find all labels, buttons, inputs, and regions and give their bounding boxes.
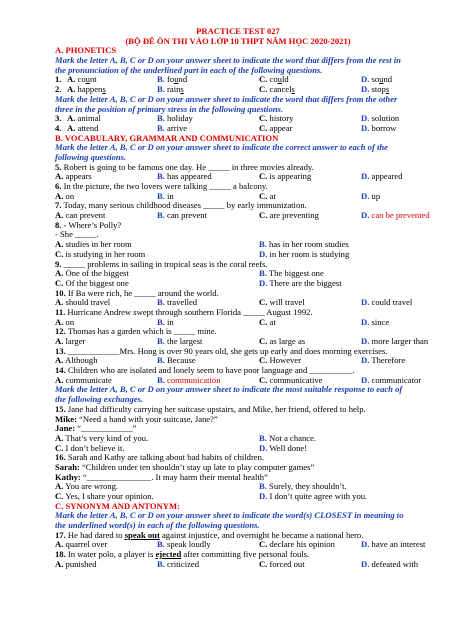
- answer-option: [361, 172, 403, 182]
- option-row: [55, 172, 421, 182]
- option-letter: C.: [259, 190, 268, 201]
- option-text: The biggest one: [268, 268, 324, 279]
- option-letter: C.: [259, 84, 268, 95]
- question-number: 10.: [55, 288, 66, 298]
- answer-option: [157, 318, 174, 328]
- option-text: co: [269, 74, 278, 85]
- question-text: Sarah and Kathy are talking about bad habits of children.: [65, 453, 265, 463]
- option-letter: C.: [259, 113, 268, 124]
- answer-option: [157, 540, 211, 550]
- option-letter: A.: [55, 268, 64, 279]
- option-text-end: nt: [89, 74, 97, 85]
- option-text: speak loudly: [167, 539, 211, 550]
- option-letter: B.: [157, 539, 165, 550]
- option-text: You are wrong.: [65, 481, 119, 492]
- option-row: [55, 356, 421, 366]
- option-letter: A.: [55, 374, 64, 385]
- question-text: Robert is going to be famous one day. He _____ in three movies already.: [61, 162, 314, 172]
- instruction: the pronunciation of the underlined part in each of the following questions.: [55, 65, 323, 75]
- question-number: 1.: [55, 74, 62, 85]
- option-letter: C.: [259, 336, 268, 346]
- question-text: _____ problems in sailing in tropical seas is the coral reefs.: [61, 259, 268, 269]
- option-text: in: [167, 190, 174, 201]
- answer-option: [55, 540, 107, 550]
- question-text: Children who are isolated and lonely seem to have poor language and __________.: [65, 366, 355, 376]
- option-text: fo: [167, 74, 175, 85]
- option-text: in her room is studying: [269, 248, 350, 259]
- option-letter: A.: [55, 316, 64, 327]
- section-heading: A. PHONETICS: [55, 46, 117, 56]
- option-text: borrow: [371, 122, 397, 133]
- option-letter: B.: [157, 355, 165, 366]
- option-text: arrive: [167, 122, 188, 133]
- instruction: Mark the letter A, B, C or D on your answer sheet to indicate the word that differs from the other: [55, 94, 398, 104]
- option-letter: D.: [259, 277, 268, 288]
- option-letter: A.: [55, 190, 64, 201]
- option-text: at: [269, 190, 276, 201]
- answer-option: [157, 356, 196, 366]
- option-letter: D.: [361, 355, 370, 366]
- option-letter: D.: [361, 74, 370, 85]
- option-text: have an interest: [371, 539, 426, 550]
- option-text: history: [269, 113, 294, 124]
- option-letter: C.: [55, 442, 64, 453]
- instruction: Mark the letter A, B, C or D on your answer sheet to indicate the word(s) CLOSEST in meaning to: [55, 511, 404, 521]
- instruction: Mark the letter A, B, C or D on your answer sheet to indicate the correct answer to each of the: [55, 143, 388, 153]
- section-heading: B. VOCABULARY, GRAMMAR AND COMMUNICATION: [55, 133, 279, 143]
- option-letter: B.: [157, 558, 165, 569]
- question-text: Hurricane Andrew swept through southern Florida _____ August 1992.: [65, 307, 313, 317]
- answer-option: [259, 124, 292, 134]
- answer-option: [361, 337, 428, 347]
- underlined-phrase: ejected: [155, 550, 182, 560]
- dialogue-line: [55, 415, 421, 425]
- answer-option: [67, 85, 106, 95]
- option-text: communicate: [65, 374, 112, 385]
- answer-option: [55, 192, 74, 202]
- option-text: has in her room studies: [269, 239, 349, 250]
- answer-option: [55, 356, 98, 366]
- option-letter: D.: [361, 122, 370, 133]
- option-text: studies in her room: [65, 239, 132, 250]
- option-letter: B.: [157, 84, 165, 95]
- option-text: animal: [77, 113, 101, 124]
- answer-option: [157, 376, 221, 386]
- answer-option: [157, 211, 207, 221]
- answer-option: [157, 192, 174, 202]
- option-text: appears: [65, 171, 92, 182]
- option-text: co: [77, 74, 86, 85]
- option-text: Although: [65, 355, 98, 366]
- underlined-letters: u: [379, 74, 384, 85]
- option-row: [55, 376, 421, 386]
- answer-option: [361, 318, 389, 328]
- underlined-letters: s: [180, 84, 184, 95]
- option-text: the largest: [167, 336, 203, 346]
- option-letter: A.: [55, 297, 64, 308]
- option-letter: A.: [55, 558, 64, 569]
- option-text: Surely, they shouldn’t.: [269, 481, 347, 492]
- answer-option: [67, 124, 99, 134]
- option-letter: B.: [157, 297, 165, 308]
- answer-option: [259, 356, 301, 366]
- option-row: [55, 492, 421, 502]
- question-text: If Ba were rich, he _____ around the world.: [65, 288, 219, 298]
- option-letter: C.: [259, 74, 268, 85]
- option-text: as large as: [269, 336, 306, 346]
- answer-option: [259, 560, 305, 570]
- option-letter: C.: [259, 558, 268, 569]
- answer-option: [157, 337, 202, 347]
- option-letter: A.: [55, 539, 64, 550]
- question-stem: [55, 453, 421, 463]
- option-text: One of the biggest: [65, 268, 129, 279]
- option-letter: D.: [361, 316, 370, 327]
- option-row: [55, 336, 429, 347]
- option-letter: D.: [361, 336, 370, 346]
- option-text: happen: [77, 84, 103, 95]
- option-text: communicator: [371, 374, 422, 385]
- option-text: That’s very kind of you.: [65, 432, 149, 443]
- option-letter: B.: [157, 210, 165, 221]
- answer-option: [259, 192, 276, 202]
- option-text: forced out: [269, 558, 305, 569]
- option-text: communicative: [269, 374, 323, 385]
- option-text: solution: [371, 113, 400, 124]
- option-letter: C.: [55, 277, 64, 288]
- option-letter: D.: [361, 539, 370, 550]
- question-text-cont: - She _____.: [55, 230, 99, 240]
- question-text-end: against injustice, and overnight he became a national hero.: [159, 530, 364, 540]
- answer-option: [55, 211, 105, 221]
- option-letter: B.: [157, 171, 165, 182]
- option-letter: B.: [157, 113, 165, 124]
- question-text: He had dared to: [65, 530, 125, 540]
- option-text: Because: [167, 355, 196, 366]
- option-row: [55, 210, 430, 221]
- underlined-letters: s: [102, 84, 106, 95]
- subtitle: (BỘ ĐỀ ÔN THI VÀO LỚP 10 THPT NĂM HỌC 2020-2021): [125, 36, 351, 46]
- question-text: Today, many serious childhood diseases _____ by early immunization.: [61, 201, 307, 211]
- question-number: 2.: [55, 84, 62, 95]
- option-text: at: [269, 316, 276, 327]
- option-letter: D.: [259, 491, 268, 501]
- option-letter: C.: [259, 297, 268, 308]
- option-letter: D.: [259, 442, 268, 453]
- option-row: [55, 192, 421, 202]
- answer-option: [55, 560, 97, 570]
- option-row: [55, 444, 421, 454]
- question-stem: [55, 221, 421, 231]
- question-number: 5.: [55, 162, 62, 172]
- option-text: can be prevented: [371, 210, 430, 221]
- option-text: are preventing: [269, 210, 319, 221]
- instruction: Mark the letter A, B, C or D on your answer sheet to indicate the most suitable response to each of: [55, 385, 403, 395]
- option-text: up: [371, 190, 381, 201]
- answer-option: [259, 298, 305, 308]
- option-text: since: [371, 316, 390, 327]
- underlined-letters: u: [174, 74, 179, 85]
- option-text: cancel: [269, 84, 292, 95]
- option-text: has appeared: [167, 171, 212, 182]
- option-letter: A.: [55, 432, 64, 443]
- speaker: Mike:: [55, 414, 77, 424]
- utterance: “Children under ten shouldn’t stay up late to play computer games”: [79, 462, 315, 472]
- answer-option: [259, 318, 276, 328]
- option-letter: B.: [157, 122, 165, 133]
- option-letter: C.: [259, 539, 268, 550]
- answer-option: [55, 337, 85, 347]
- option-text: punished: [65, 558, 97, 569]
- option-text: Yes, I share your opinion.: [65, 491, 154, 501]
- option-letter: B.: [259, 481, 267, 492]
- option-letter: C.: [259, 374, 268, 385]
- answer-option: [361, 560, 418, 570]
- option-text: communication: [167, 374, 221, 385]
- answer-option: [157, 85, 184, 95]
- speaker: Sarah:: [55, 462, 80, 472]
- option-text-end: nd: [383, 74, 393, 85]
- option-text: declare his opinion: [269, 539, 335, 550]
- question-number: 12.: [55, 327, 66, 337]
- option-letter: D.: [361, 113, 370, 124]
- question-text: - Where’s Polly?: [61, 220, 122, 230]
- answer-option: [361, 356, 405, 366]
- option-row: [55, 318, 421, 328]
- option-letter: B.: [157, 74, 165, 85]
- option-letter: D.: [361, 210, 370, 221]
- option-text: quarrel over: [65, 539, 108, 550]
- option-text: Not a chance.: [269, 432, 317, 443]
- option-text: should travel: [65, 297, 111, 308]
- question-stem: [55, 405, 421, 415]
- question-text: In the picture, the two lovers were talking _____ a balcony.: [61, 182, 268, 191]
- answer-option: [259, 85, 295, 95]
- answer-option: [55, 279, 129, 289]
- question-text-end: after committing five personal fouls.: [181, 550, 310, 560]
- underlined-letters: s: [385, 84, 390, 95]
- answer-option: [361, 124, 396, 134]
- question-number: 15.: [55, 404, 66, 414]
- answer-option: [259, 376, 323, 386]
- answer-option: [55, 250, 145, 260]
- option-letter: A.: [67, 84, 76, 95]
- option-text: holiday: [167, 113, 193, 124]
- option-letter: B.: [259, 432, 267, 443]
- option-text: more larger than: [371, 336, 429, 346]
- answer-option: [55, 492, 154, 502]
- option-text: is appearing: [269, 171, 312, 182]
- question-row: [55, 85, 421, 95]
- option-letter: D.: [361, 374, 370, 385]
- option-letter: C.: [259, 355, 268, 366]
- dialogue-line: [55, 463, 421, 473]
- option-row: [55, 279, 421, 289]
- instruction: the following exchanges.: [55, 395, 144, 405]
- option-text: defeated with: [371, 558, 419, 569]
- answer-option: [157, 172, 212, 182]
- option-text: will travel: [269, 297, 305, 308]
- answer-option: [361, 211, 430, 221]
- option-text: is studying in her room: [65, 248, 146, 259]
- option-letter: C.: [259, 316, 268, 327]
- question-number: 14.: [55, 366, 66, 376]
- question-number: 8.: [55, 220, 62, 230]
- answer-option: [157, 560, 199, 570]
- option-text: I don’t believe it.: [65, 442, 125, 453]
- option-letter: B.: [157, 336, 165, 346]
- option-text: so: [371, 74, 380, 85]
- question-row: [55, 124, 421, 134]
- question-number: 13.: [55, 346, 66, 356]
- option-letter: D.: [361, 190, 370, 201]
- option-text: There are the biggest: [269, 277, 342, 288]
- option-row: [55, 250, 421, 260]
- option-text: can prevent: [167, 210, 207, 221]
- option-text: Therefore: [371, 355, 406, 366]
- option-text: travelled: [167, 297, 198, 308]
- utterance: “____________”: [75, 424, 137, 434]
- answer-option: [157, 124, 187, 134]
- option-text: in: [167, 316, 174, 327]
- answer-option: [361, 192, 380, 202]
- option-text: on: [65, 316, 75, 327]
- option-letter: B.: [157, 374, 165, 385]
- option-letter: D.: [361, 297, 370, 308]
- answer-option: [55, 318, 74, 328]
- option-text: stop: [371, 84, 386, 95]
- option-text: appeared: [371, 171, 403, 182]
- answer-option: [361, 298, 412, 308]
- underlined-letters: u: [277, 74, 282, 85]
- option-text: on: [65, 190, 75, 201]
- instruction: the underlined word(s) in each of the following questions.: [55, 521, 260, 531]
- instruction: three in the position of primary stress in the following questions.: [55, 104, 284, 114]
- answer-option: [259, 337, 305, 347]
- option-letter: C.: [259, 171, 268, 182]
- utterance: “_______________. It may harm their mental health”: [80, 472, 268, 482]
- answer-option: [361, 85, 389, 95]
- option-row: [55, 539, 426, 550]
- underlined-letters: u: [85, 74, 90, 85]
- option-letter: A.: [55, 171, 64, 182]
- option-letter: D.: [361, 84, 370, 95]
- option-letter: B.: [157, 316, 165, 327]
- question-number: 4.: [55, 122, 62, 133]
- question-number: 17.: [55, 530, 66, 540]
- option-letter: B.: [157, 190, 165, 201]
- option-letter: C.: [259, 122, 268, 133]
- option-letter: D.: [259, 248, 268, 259]
- question-number: 7.: [55, 201, 62, 211]
- option-letter: C.: [55, 491, 64, 501]
- answer-option: [55, 376, 112, 386]
- option-text: Of the biggest one: [65, 277, 129, 288]
- answer-option: [55, 298, 110, 308]
- answer-option: [259, 444, 307, 454]
- utterance: “Need a hand with your suitcase, Jane?”: [76, 414, 218, 424]
- option-letter: A.: [55, 336, 64, 346]
- option-row: [55, 298, 421, 308]
- option-letter: C.: [55, 248, 64, 259]
- title: PRACTICE TEST 027: [196, 27, 280, 36]
- speaker: Jane:: [55, 424, 76, 434]
- option-text: could travel: [371, 297, 413, 308]
- option-letter: A.: [55, 481, 64, 492]
- question-number: 11.: [55, 307, 66, 317]
- option-letter: D.: [361, 171, 370, 182]
- option-text: appear: [269, 122, 293, 133]
- option-text: larger: [65, 336, 86, 346]
- question-number: 16.: [55, 453, 66, 463]
- option-letter: C.: [259, 210, 268, 221]
- option-text: Well done!: [269, 442, 308, 453]
- option-row: [55, 560, 421, 570]
- answer-option: [259, 211, 319, 221]
- option-letter: A.: [67, 74, 76, 85]
- question-number: 18.: [55, 550, 66, 560]
- underlined-phrase: speak out: [124, 530, 160, 540]
- option-text: can prevent: [65, 210, 106, 221]
- question-text: In water polo, a player is: [65, 550, 156, 560]
- instruction: following questions.: [55, 152, 127, 162]
- speaker: Kathy:: [55, 472, 81, 482]
- section-heading: C. SYNONYM AND ANTONYM:: [55, 501, 180, 511]
- option-letter: B.: [259, 268, 267, 279]
- question-text: ____________Mrs. Hong is over 90 years old, she gets up early and does morning exercises.: [65, 346, 388, 356]
- question-text: Jane had difficulty carrying her suitcase upstairs, and Mike, her friend, offered to help.: [65, 404, 366, 414]
- option-text-end: nd: [178, 74, 188, 85]
- option-text: rain: [167, 84, 181, 95]
- option-letter: A.: [55, 239, 64, 250]
- option-letter: A.: [55, 210, 64, 221]
- answer-option: [361, 376, 421, 386]
- answer-option: [55, 172, 92, 182]
- question-text: Thomas has a garden which is _____ mine.: [65, 327, 217, 337]
- option-letter: D.: [361, 558, 370, 569]
- option-letter: A.: [55, 355, 64, 366]
- answer-option: [361, 540, 425, 550]
- question-number: 9.: [55, 259, 62, 269]
- question-number: 3.: [55, 113, 62, 124]
- answer-option: [259, 492, 367, 502]
- answer-option: [55, 444, 125, 454]
- option-text: I don’t quite agree with you.: [269, 491, 368, 501]
- worksheet: [55, 27, 430, 570]
- option-text: However: [269, 355, 302, 366]
- option-letter: A.: [67, 113, 76, 124]
- option-letter: B.: [259, 239, 267, 250]
- option-text: criticized: [167, 558, 200, 569]
- answer-option: [259, 172, 311, 182]
- answer-option: [259, 540, 335, 550]
- underlined-letters: s: [291, 84, 295, 95]
- option-text: attend: [77, 122, 99, 133]
- option-letter: A.: [67, 122, 76, 133]
- answer-option: [157, 298, 197, 308]
- question-number: 6.: [55, 182, 62, 191]
- answer-option: [259, 279, 342, 289]
- instruction: Mark the letter A, B, C or D on your answer sheet to indicate the word that differs from the rest in: [55, 56, 401, 66]
- answer-option: [259, 250, 349, 260]
- option-text-end: ld: [281, 74, 289, 85]
